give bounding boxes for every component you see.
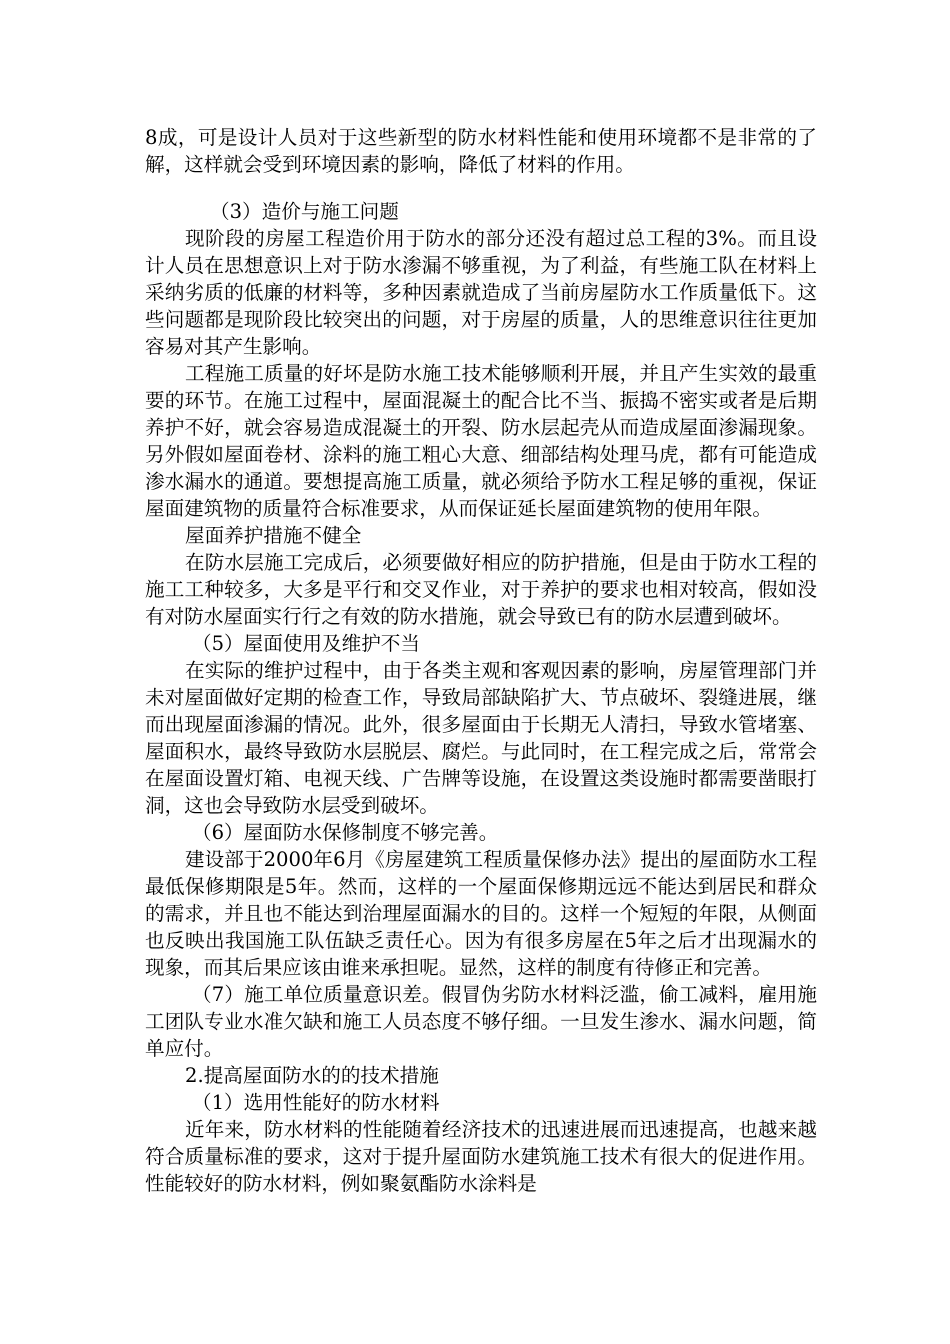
heading-technical-measures: 2.提高屋面防水的的技术措施 xyxy=(185,1064,439,1087)
paragraph-material-performance: 8成，可是设计人员对于这些新型的防水材料性能和使用环境都不是非常的了解，这样就会受到环境因素的影响，降低了材料的作用。 xyxy=(145,126,817,176)
paragraph-cost: 现阶段的房屋工程造价用于防水的部分还没有超过总工程的3%。而且设计人员在思想意识上对于防水渗漏不够重视，为了利益，有些施工队在材料上采纳劣质的低廉的材料等，多种因素就造成了当前房屋防水工作质量低下。这些问题都是现阶段比较突出的问题，对于房屋的质量，人的思维意识往往更加容易对其产生影响。 xyxy=(145,227,817,358)
paragraph-construction-quality: 工程施工质量的好坏是防水施工技术能够顺利开展，并且产生实效的最重要的环节。在施工过程中，屋面混凝土的配合比不当、振捣不密实或者是后期养护不好，就会容易造成混凝土的开裂、防水层起壳从而造成屋面渗漏现象。另外假如屋面卷材、涂料的施工粗心大意、细部结构处理马虎，都有可能造成渗水漏水的通道。要想提高施工质量，就必须给予防水工程足够的重视，保证屋面建筑物的质量符合标准要求，从而保证延长屋面建筑物的使用年限。 xyxy=(145,362,817,520)
paragraph-warranty: 建设部于2000年6月《房屋建筑工程质量保修办法》提出的屋面防水工程最低保修期限是5年。然而，这样的一个屋面保修期远远不能达到居民和群众的需求，并且也不能达到治理屋面漏水的目的。这样一个短短的年限，从侧面也反映出我国施工队伍缺乏责任心。因为有很多房屋在5年之后才出现漏水的现象，而其后果应该由谁来承担呢。显然，这样的制度有待修正和完善。 xyxy=(145,848,817,979)
heading-select-materials: （1）选用性能好的防水材料 xyxy=(192,1091,440,1114)
paragraph-select-materials: 近年来，防水材料的性能随着经济技术的迅速进展而迅速提高，也越来越符合质量标准的要求，这对于提升屋面防水建筑施工技术有很大的促进作用。性能较好的防水材料，例如聚氨酯防水涂料是 xyxy=(145,1118,817,1195)
paragraph-roof-use: 在实际的维护过程中，由于各类主观和客观因素的影响，房屋管理部门并未对屋面做好定期的检查工作，导致局部缺陷扩大、节点破坏、裂缝进展，继而出现屋面渗漏的情况。此外，很多屋面由于长期无人清扫，导致水管堵塞、屋面积水，最终导致防水层脱层、腐烂。与此同时，在工程完成之后，常常会在屋面设置灯箱、电视天线、广告牌等设施，在设置这类设施时都需要凿眼打洞，这也会导致防水层受到破坏。 xyxy=(145,659,817,817)
paragraph-maintenance-measures: 在防水层施工完成后，必须要做好相应的防护措施，但是由于防水工程的施工工种较多，大多是平行和交叉作业，对于养护的要求也相对较高，假如没有对防水屋面实行行之有效的防水措施，就会导致已有的防水层遭到破坏。 xyxy=(145,551,817,628)
heading-warranty: （6）屋面防水保修制度不够完善。 xyxy=(192,821,499,844)
paragraph-quality-awareness: （7）施工单位质量意识差。假冒伪劣防水材料泛滥，偷工减料，雇用施工团队专业水准欠缺和施工人员态度不够仔细。一旦发生渗水、漏水问题，简单应付。 xyxy=(145,983,817,1060)
heading-roof-use: （5）屋面使用及维护不当 xyxy=(192,632,420,655)
heading-maintenance-measures: 屋面养护措施不健全 xyxy=(185,524,362,547)
document-body xyxy=(145,124,817,1197)
heading-cost-construction: （3）造价与施工问题 xyxy=(210,200,399,223)
paragraph-gap xyxy=(145,178,817,198)
